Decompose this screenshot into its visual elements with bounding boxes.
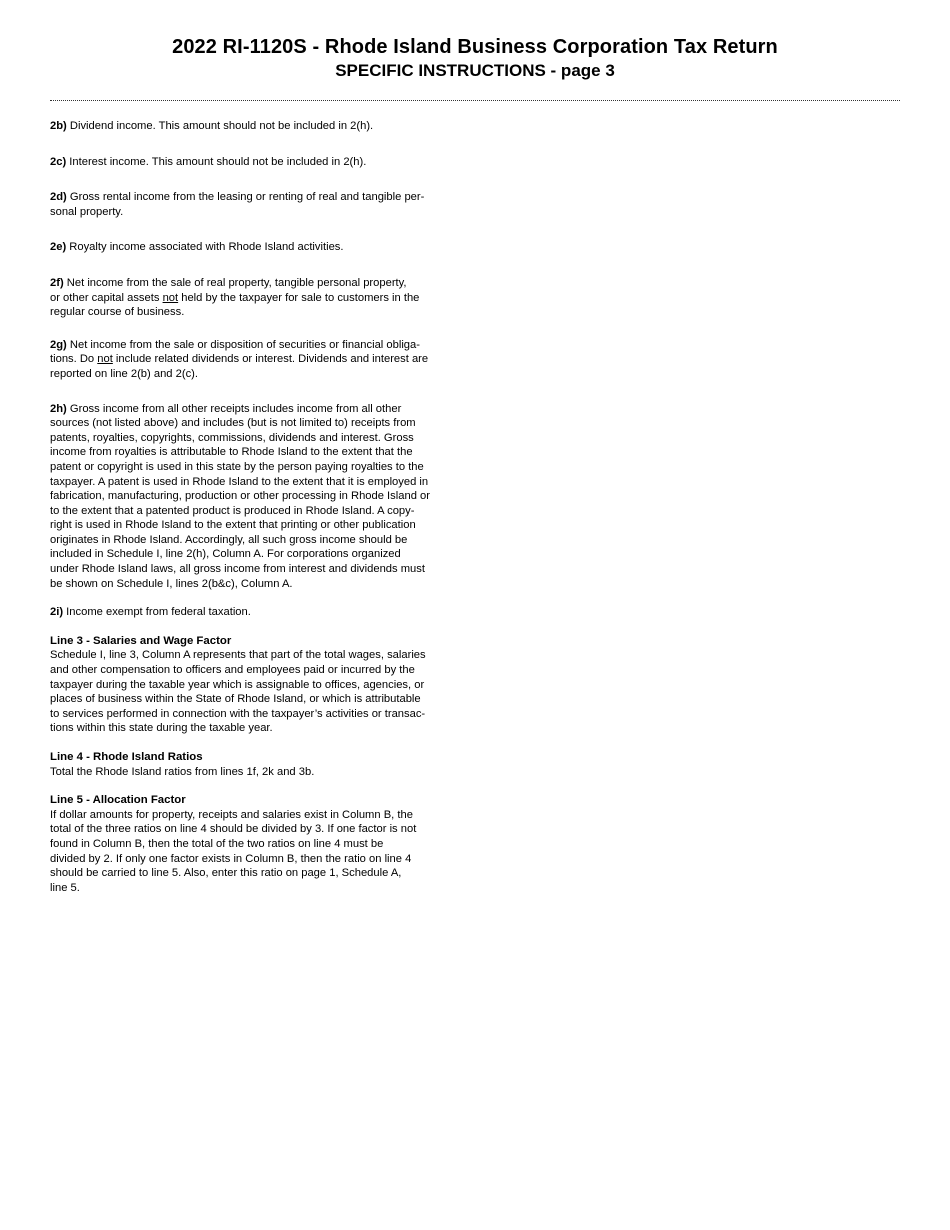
item-2b: 2b) Dividend income. This amount should not be included in 2(h).: [50, 120, 374, 132]
instructions-column: [50, 119, 464, 895]
page-header: [0, 34, 950, 82]
line-3-heading: Line 3 - Salaries and Wage Factor: [50, 634, 232, 647]
section-line-5: Line 5 - Allocation Factor If dollar amounts for property, receipts and salaries exist in Column B, the total of the three ratios on line 4 should be divided by 3. If one factor is not found in Column B, then the total of the two ratios on line 4 must be divided by 2. If only one factor exists in Column B, then the ratio on line 4 should be carried to line 5. Also, enter this ratio on page 1, Schedule A, line 5.: [50, 793, 464, 895]
item-2d: 2d) Gross rental income from the leasing or renting of real and tangible per- sonal property.: [50, 191, 425, 218]
item-2g: 2g) Net income from the sale or disposition of securities or financial obliga- tions. Do not include related dividends or interest. Dividends and interest are reported on line 2(b) and 2(c).: [50, 338, 429, 380]
section-line-3: Line 3 - Salaries and Wage Factor Schedule I, line 3, Column A represents that part of the total wages, salaries and other compensation to officers and employees paid or incurred by the taxpayer during the taxable year which is assignable to offices, agencies, or places of business within the State of Rhode Island, or which is attributable to services performed in connection with the taxpayer’s activities or transac- tions within this state during the taxable year.: [50, 634, 464, 736]
item-2i: 2i) Income exempt from federal taxation.: [50, 606, 251, 619]
section-line-4: Line 4 - Rhode Island Ratios Total the Rhode Island ratios from lines 1f, 2k and 3b.: [50, 750, 464, 779]
line-4-heading: Line 4 - Rhode Island Ratios: [50, 751, 203, 763]
item-2h: 2h) Gross income from all other receipts includes income from all other sources (not listed above) and includes (but is not limited to) receipts from patents, royalties, copyrights, commissions, dividends and interest. Gross income from royalties is attributable to Rhode Island to the extent that the patent or copyright is used in this state by the person paying royalties to the taxpayer. A patent is used in Rhode Island to the extent that it is employed in fabrication, manufacturing, production or other processing in Rhode Island or to the extent that a patented product is produced in Rhode Island. A copy- right is used in Rhode Island to the extent that printing or other publication originates in Rhode Island. Accordingly, all such gross income should be included in Schedule I, line 2(h), Column A. For corporations organized under Rhode Island laws, all gross income from interest and dividends must be shown on Schedule I, lines 2(b&c), Column A.: [50, 402, 430, 590]
item-2c: 2c) Interest income. This amount should not be included in 2(h).: [50, 155, 367, 168]
item-2e: 2e) Royalty income associated with Rhode Island activities.: [50, 241, 344, 254]
page-subtitle: SPECIFIC INSTRUCTIONS - page 3: [335, 61, 615, 80]
line-5-heading: Line 5 - Allocation Factor: [50, 794, 186, 807]
item-2f: 2f) Net income from the sale of real property, tangible personal property, or other capital assets not held by the taxpayer for sale to customers in the regular course of business.: [50, 276, 420, 319]
dotted-divider: [50, 100, 900, 101]
page-title: 2022 RI-1120S - Rhode Island Business Corporation Tax Return: [172, 36, 778, 58]
